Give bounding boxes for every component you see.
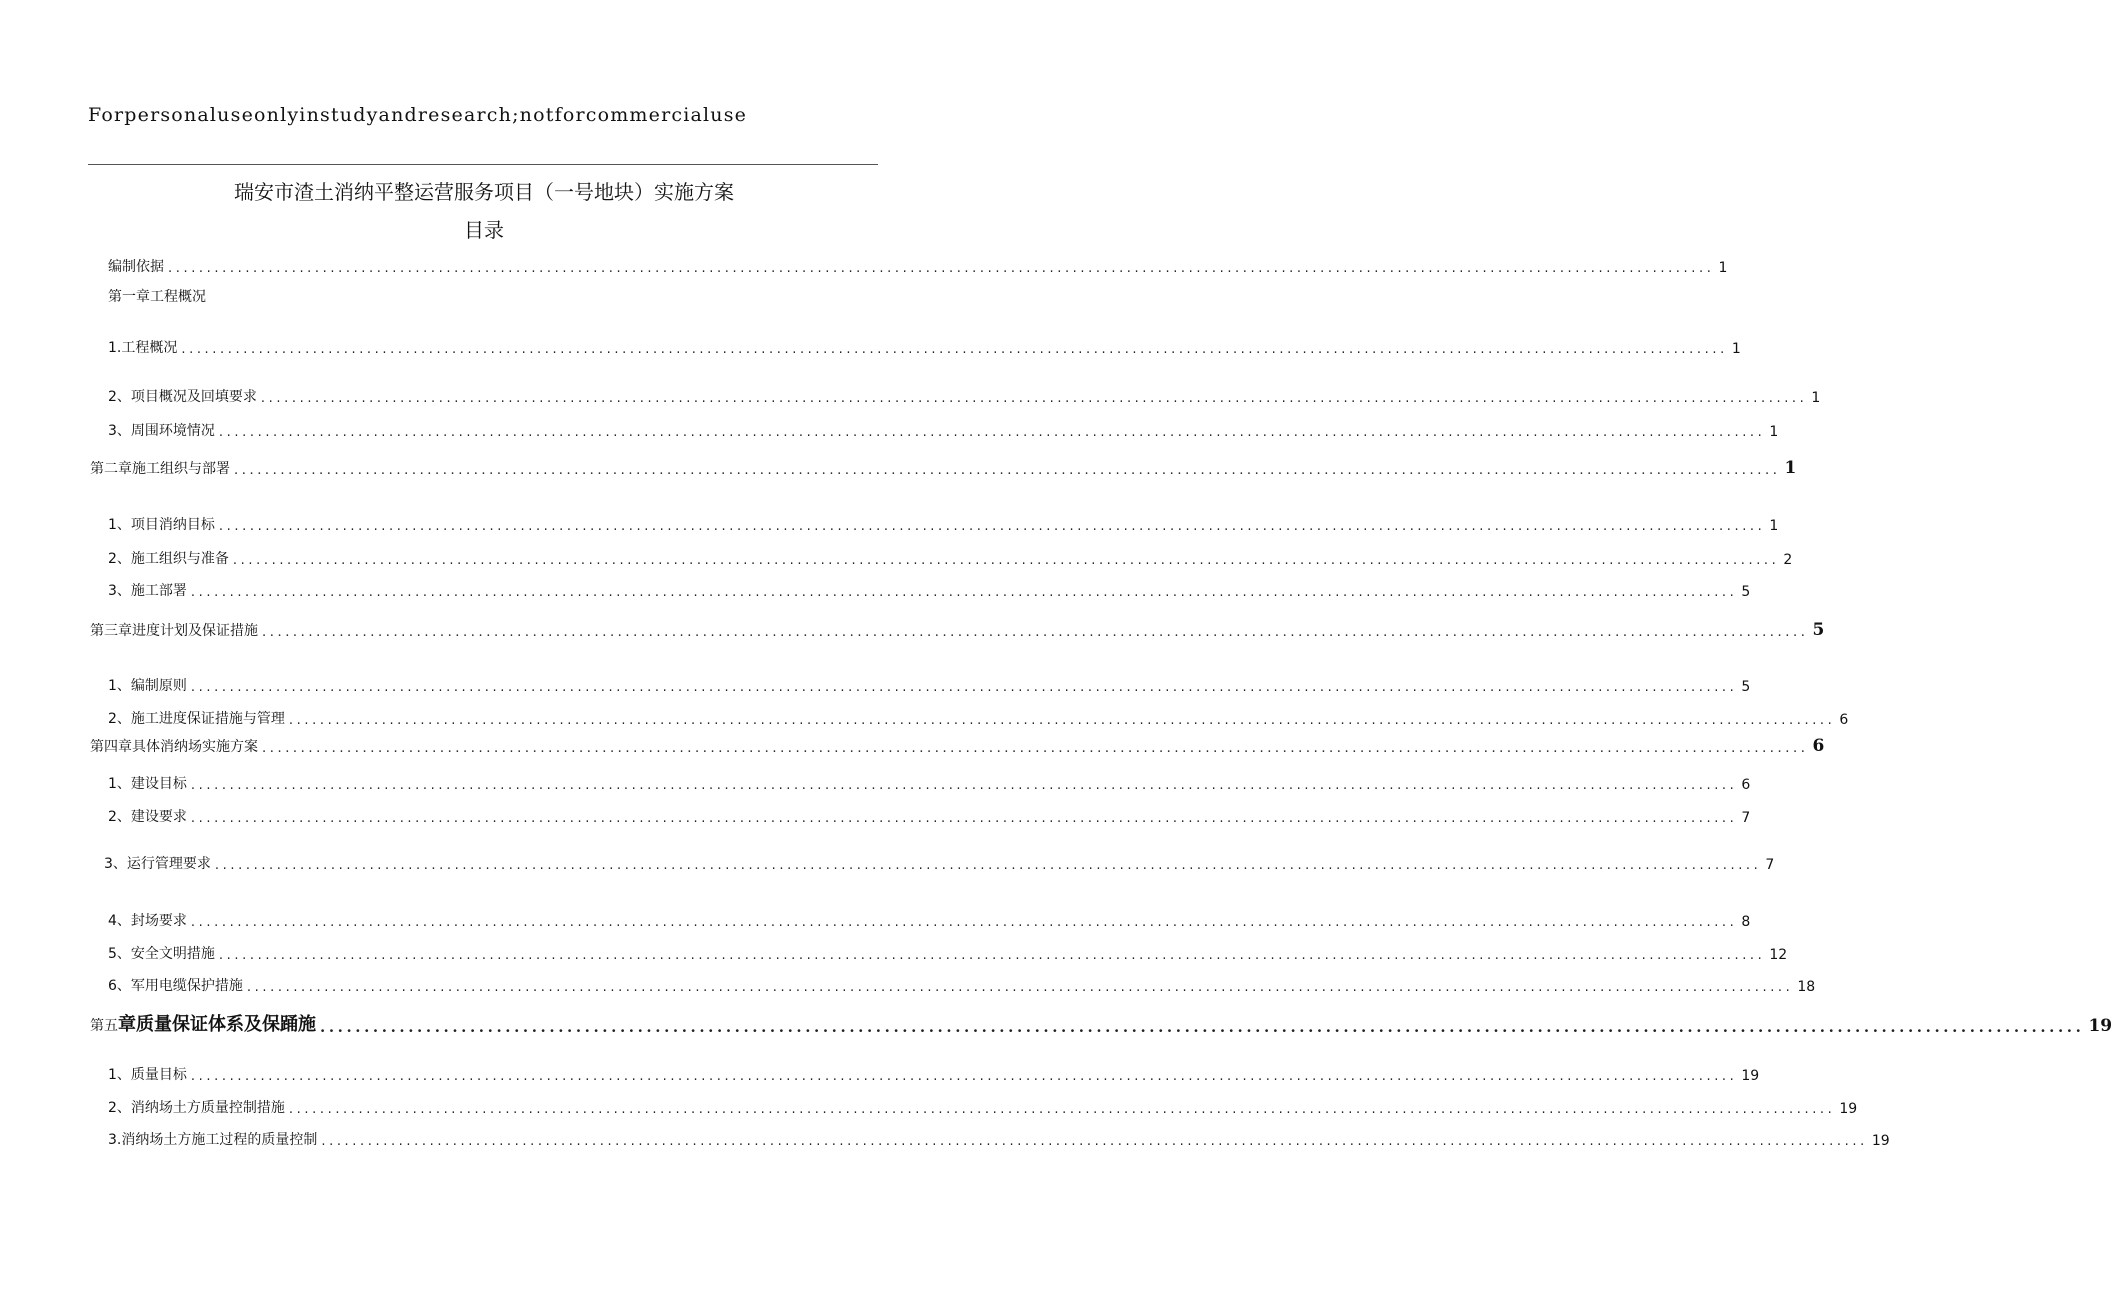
toc-entry-label: 第四章具体消纳场实施方案 <box>90 739 258 755</box>
toc-entry-page: 8 <box>1741 914 1751 930</box>
toc-entry-page: 7 <box>1765 857 1775 873</box>
toc-leader-dots: ........................................................................................................................................................................................................ <box>190 778 1738 793</box>
toc-entry-page: 5 <box>1812 620 1825 640</box>
toc-entry-page: 1 <box>1731 341 1741 357</box>
toc-entry-label-prefix: 第五 <box>90 1018 118 1034</box>
toc-entry[interactable] <box>108 1095 1858 1117</box>
toc-leader-dots: ........................................................................................................................................................................................................ <box>262 625 1809 640</box>
toc-entry-label: 1、建设目标 <box>108 776 187 792</box>
toc-entry[interactable] <box>108 771 1751 793</box>
toc-entry[interactable] <box>108 418 1779 440</box>
toc-entry-label: 2、项目概况及回填要求 <box>108 389 257 405</box>
toc-leader-dots: ........................................................................................................................................................................................................ <box>190 1069 1738 1084</box>
header-note: Forpersonaluseonlyinstudyandresearch;notforcommercialuse <box>88 104 748 126</box>
toc-entry[interactable] <box>108 254 1728 276</box>
toc-leader-dots: ........................................................................................................................................................................................................ <box>190 915 1738 930</box>
toc-leader-dots: ........................................................................................................................................................................................................ <box>234 463 1781 478</box>
toc-leader-dots: ........................................................................................................................................................................................................ <box>181 342 1728 357</box>
toc-entry[interactable] <box>108 1127 1890 1149</box>
toc-entry-page: 19 <box>1741 1068 1760 1084</box>
toc-entry-label: 2、消纳场土方质量控制措施 <box>108 1100 285 1116</box>
toc-entry-label: 2、施工进度保证措施与管理 <box>108 711 285 727</box>
toc-entry-page: 2 <box>1783 552 1793 568</box>
toc-entry-label: 3、运行管理要求 <box>104 856 211 872</box>
toc-chapter-entry[interactable] <box>90 1010 2112 1036</box>
toc-chapter-entry[interactable] <box>90 618 1825 640</box>
toc-entry[interactable] <box>108 546 1793 568</box>
toc-entry-label: 5、安全文明措施 <box>108 946 215 962</box>
toc-entry-page: 6 <box>1741 777 1751 793</box>
toc-leader-dots: ........................................................................................................................................................................................................ <box>246 980 1794 995</box>
toc-entry-page: 6 <box>1812 736 1825 756</box>
toc-entry-label: 4、封场要求 <box>108 913 187 929</box>
toc-entry-label: 第三章进度计划及保证措施 <box>90 623 258 639</box>
toc-entry-page: 19 <box>2088 1016 2112 1036</box>
header-rule <box>88 164 878 165</box>
toc-entry-label: 3.消纳场土方施工过程的质量控制 <box>108 1132 318 1148</box>
toc-leader-dots: ........................................................................................................................................................................................................ <box>190 680 1738 695</box>
toc-leader-dots: ........................................................................................................................................................................................................ <box>214 858 1762 873</box>
toc-entry[interactable] <box>108 512 1779 534</box>
toc-entry-page: 1 <box>1769 424 1779 440</box>
toc-leader-dots: ........................................................................................................................................................................................................ <box>260 391 1808 406</box>
toc-entry-page: 5 <box>1741 679 1751 695</box>
toc-entry[interactable] <box>108 673 1751 695</box>
toc-entry-label: 2、施工组织与准备 <box>108 551 229 567</box>
toc-entry-label: 2、建设要求 <box>108 809 187 825</box>
toc-entry[interactable] <box>108 578 1751 600</box>
toc-entry-page: 7 <box>1741 810 1751 826</box>
toc-entry-label: 1、编制原则 <box>108 678 187 694</box>
toc-leader-dots: ........................................................................................................................................................................................................ <box>262 741 1809 756</box>
toc-leader-dots: ........................................................................................................................................................................................................ <box>218 425 1766 440</box>
toc-leader-dots: ........................................................................................................................................................................................................ <box>288 1102 1836 1117</box>
toc-leader-dots: ........................................................................................................................................................................................................ <box>190 811 1738 826</box>
toc-entry-label-main: 章质量保证体系及保踊施 <box>118 1014 316 1035</box>
toc-entry[interactable] <box>108 804 1751 826</box>
toc-entry[interactable] <box>108 706 1849 728</box>
toc-entry-page: 18 <box>1797 979 1816 995</box>
toc-leader-dots: ........................................................................................................................................................................................................ <box>168 261 1715 276</box>
toc-entry-label: 6、军用电缆保护措施 <box>108 978 243 994</box>
toc-leader-dots: ........................................................................................................................................................................................................ <box>320 1018 2085 1036</box>
toc-leader-dots: ........................................................................................................................................................................................................ <box>232 553 1780 568</box>
toc-leader-dots: ........................................................................................................................................................................................................ <box>288 713 1836 728</box>
toc-entry-label: 1、项目消纳目标 <box>108 517 215 533</box>
toc-entry-label: 第一章工程概况 <box>108 289 206 305</box>
toc-entry[interactable] <box>104 851 1775 873</box>
toc-leader-dots: ........................................................................................................................................................................................................ <box>190 585 1738 600</box>
toc-entry-label: 1、质量目标 <box>108 1067 187 1083</box>
toc-entry-page: 1 <box>1769 518 1779 534</box>
toc-leader-dots: ........................................................................................................................................................................................................ <box>321 1134 1868 1149</box>
toc-entry-page: 6 <box>1839 712 1849 728</box>
toc-entry-label: 1.工程概况 <box>108 340 178 356</box>
toc-entry-page: 1 <box>1718 260 1728 276</box>
toc-entry-label: 第二章施工组织与部署 <box>90 461 230 477</box>
toc-entry[interactable] <box>108 908 1751 930</box>
toc-entry-page: 5 <box>1741 584 1751 600</box>
toc-entry-label: 3、周围环境情况 <box>108 423 215 439</box>
toc-entry-page: 19 <box>1871 1133 1890 1149</box>
toc-entry-label: 编制依据 <box>108 259 164 275</box>
toc-leader-dots: ........................................................................................................................................................................................................ <box>218 948 1766 963</box>
toc-leader-dots: ........................................................................................................................................................................................................ <box>218 519 1766 534</box>
toc-entry[interactable] <box>108 941 1788 963</box>
toc-heading: 目录 <box>464 218 504 242</box>
toc-entry[interactable] <box>108 1062 1760 1084</box>
toc-entry-page: 1 <box>1784 458 1797 478</box>
toc-entry-label: 3、施工部署 <box>108 583 187 599</box>
toc-entry[interactable] <box>108 384 1821 406</box>
toc-entry-page: 1 <box>1811 390 1821 406</box>
toc-entry-label <box>90 1010 316 1036</box>
toc-entry[interactable] <box>108 335 1741 357</box>
toc-entry-page: 12 <box>1769 947 1788 963</box>
toc-entry[interactable] <box>108 284 408 306</box>
toc-entry-page: 19 <box>1839 1101 1858 1117</box>
toc-entry[interactable] <box>108 973 1816 995</box>
document-title: 瑞安市渣土消纳平整运营服务项目（一号地块）实施方案 <box>234 180 734 204</box>
toc-chapter-entry[interactable] <box>90 734 1825 756</box>
toc-chapter-entry[interactable] <box>90 456 1797 478</box>
